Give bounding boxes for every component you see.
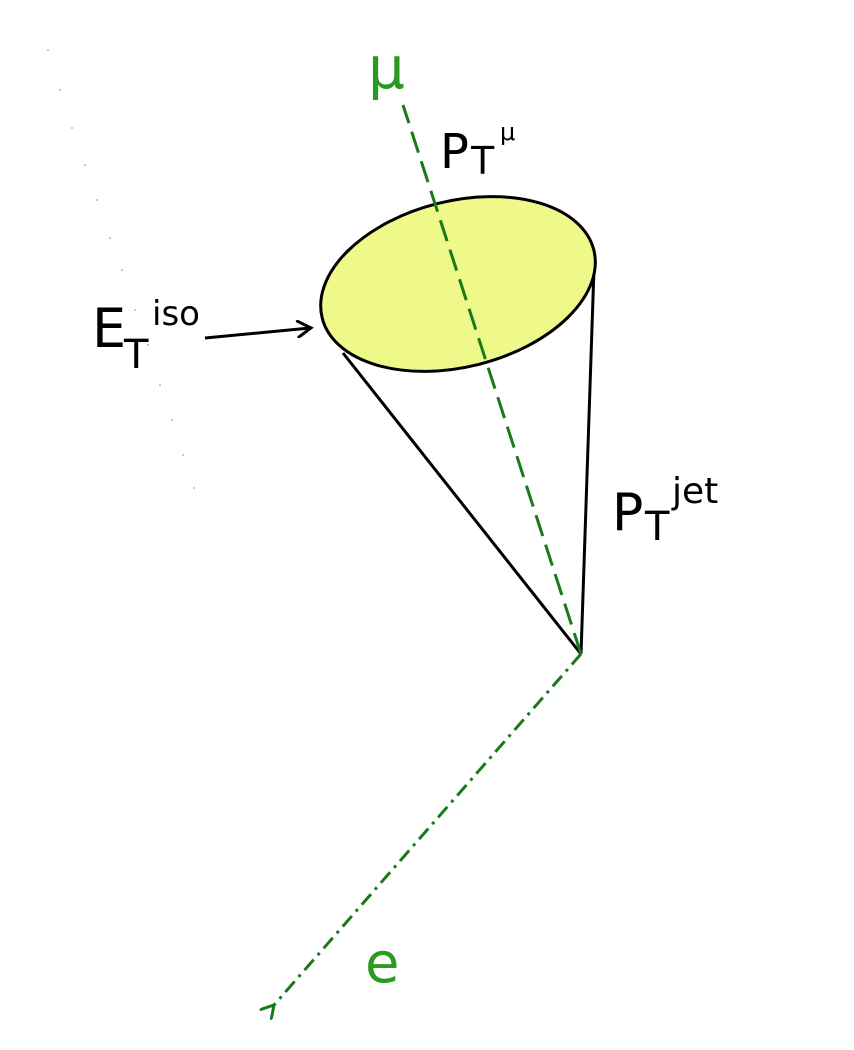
pt-jet-sub: T xyxy=(645,504,670,550)
et-iso-sub: T xyxy=(124,332,149,378)
electron-axis-line xyxy=(274,654,581,1005)
et-iso-base: E xyxy=(92,297,127,360)
electron-axis-label: e xyxy=(365,931,400,996)
muon-axis-label: μ xyxy=(368,34,405,102)
et-iso-sup: iso xyxy=(152,294,200,334)
pt-muon-base: P xyxy=(440,124,469,180)
pt-muon-label xyxy=(440,118,515,183)
pt-muon-sup: μ xyxy=(500,118,516,146)
cone-right-edge xyxy=(581,268,594,654)
cone-left-edge xyxy=(343,353,581,654)
pt-muon-sub: T xyxy=(471,139,495,183)
pt-jet-sup: jet xyxy=(672,471,719,512)
muon-axis-line xyxy=(403,105,581,654)
cone-top-ellipse xyxy=(302,170,614,399)
pt-jet-label xyxy=(612,471,718,550)
et-iso-label xyxy=(92,294,200,378)
et-iso-arrow xyxy=(205,328,310,338)
scan-dots xyxy=(47,49,195,489)
pt-jet-base: P xyxy=(612,483,644,543)
